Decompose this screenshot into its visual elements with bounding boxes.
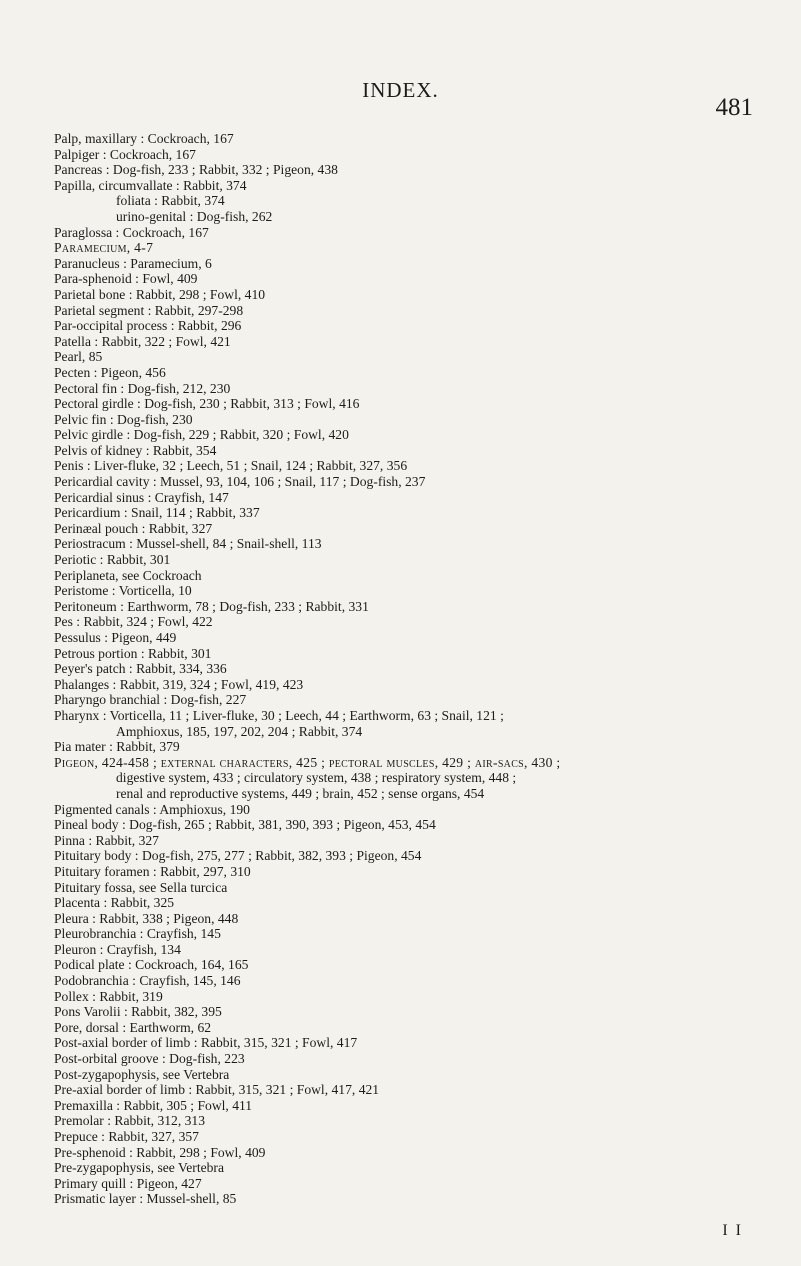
- index-entry: Parietal bone : Rabbit, 298 ; Fowl, 410: [54, 286, 266, 302]
- index-entry: Perinæal pouch : Rabbit, 327: [54, 520, 213, 536]
- index-entry: Pecten : Pigeon, 456: [54, 364, 166, 380]
- index-entry: Premolar : Rabbit, 312, 313: [54, 1113, 206, 1129]
- index-entry: Pineal body : Dog-fish, 265 ; Rabbit, 381, 390, 393 ; Pigeon, 453, 454: [54, 817, 436, 833]
- index-entry: Paraglossa : Cockroach, 167: [54, 224, 209, 240]
- index-entry: Placenta : Rabbit, 325: [54, 895, 175, 911]
- index-entry: Pearl, 85: [54, 349, 103, 365]
- index-entry: Pre-zygapophysis, see Vertebra: [54, 1160, 224, 1176]
- index-entry: Post-orbital groove : Dog-fish, 223: [54, 1051, 245, 1067]
- index-entry: Patella : Rabbit, 322 ; Fowl, 421: [54, 333, 231, 349]
- index-entry: Primary quill : Pigeon, 427: [54, 1175, 202, 1191]
- index-entry: Phalanges : Rabbit, 319, 324 ; Fowl, 419, 423: [54, 676, 304, 692]
- index-entry: Pleurobranchia : Crayfish, 145: [54, 926, 221, 942]
- index-entry: Post-axial border of limb : Rabbit, 315, 321 ; Fowl, 417: [54, 1035, 358, 1051]
- index-entry: Palpiger : Cockroach, 167: [54, 146, 196, 162]
- index-entry: Pelvis of kidney : Rabbit, 354: [54, 442, 217, 458]
- index-entry: Pectoral fin : Dog-fish, 212, 230: [54, 380, 231, 396]
- page-number: 481: [715, 94, 753, 121]
- index-entry: Prismatic layer : Mussel-shell, 85: [54, 1191, 237, 1207]
- index-entry: Pollex : Rabbit, 319: [54, 988, 163, 1004]
- index-entry: Pinna : Rabbit, 327: [54, 832, 159, 848]
- index-entry: Pessulus : Pigeon, 449: [54, 630, 177, 645]
- index-entry: Pelvic fin : Dog-fish, 230: [54, 411, 193, 427]
- index-entry: Pituitary body : Dog-fish, 275, 277 ; Rabbit, 382, 393 ; Pigeon, 454: [54, 848, 422, 864]
- index-entry: Pharyngo branchial : Dog-fish, 227: [54, 692, 247, 708]
- index-entry: Pituitary foramen : Rabbit, 297, 310: [54, 863, 251, 879]
- index-entry: Podobranchia : Crayfish, 145, 146: [54, 973, 241, 989]
- index-entry: Pia mater : Rabbit, 379: [54, 739, 180, 755]
- index-entry: Papilla, circumvallate : Rabbit, 374: [54, 177, 247, 193]
- index-entry: Pes : Rabbit, 324 ; Fowl, 422: [54, 614, 213, 630]
- running-head: INDEX.: [362, 78, 439, 102]
- index-entry: Pericardial sinus : Crayfish, 147: [54, 489, 229, 505]
- index-entry: Pigmented canals : Amphioxus, 190: [54, 801, 250, 817]
- index-entry: Prepuce : Rabbit, 327, 357: [54, 1129, 199, 1144]
- index-entry: Peristome : Vorticella, 10: [54, 583, 192, 599]
- index-entry: Pituitary fossa, see Sella turcica: [54, 879, 228, 895]
- index-entry: Pleuron : Crayfish, 134: [54, 941, 181, 957]
- page-header: [0, 78, 801, 121]
- index-subentry: digestive system, 433 ; circulatory system, 438 ; respiratory system, 448 ;: [116, 770, 517, 786]
- index-subentry: foliata : Rabbit, 374: [116, 193, 225, 209]
- index-column: [54, 131, 774, 1207]
- index-entry: Premaxilla : Rabbit, 305 ; Fowl, 411: [54, 1097, 253, 1113]
- index-entry: Periostracum : Mussel-shell, 84 ; Snail-shell, 113: [54, 536, 322, 552]
- index-entry: Paranucleus : Paramecium, 6: [54, 255, 212, 271]
- index-entry: Peritoneum : Earthworm, 78 ; Dog-fish, 233 ; Rabbit, 331: [54, 598, 369, 614]
- index-entry: Peyer's patch : Rabbit, 334, 336: [54, 661, 227, 677]
- index-entry: Pre-sphenoid : Rabbit, 298 ; Fowl, 409: [54, 1144, 266, 1160]
- index-entry-main: Pigeon, 424-458 ; external characters, 425 ; pectoral muscles, 429 ; air-sacs, 430 ;: [54, 754, 561, 770]
- index-entry: Podical plate : Cockroach, 164, 165: [54, 957, 249, 973]
- index-entry: Palp, maxillary : Cockroach, 167: [54, 131, 234, 146]
- index-entry: Pore, dorsal : Earthworm, 62: [54, 1019, 212, 1035]
- index-entry: Par-occipital process : Rabbit, 296: [54, 318, 242, 334]
- index-entry: Pons Varolii : Rabbit, 382, 395: [54, 1004, 222, 1020]
- index-entry: Pectoral girdle : Dog-fish, 230 ; Rabbit, 313 ; Fowl, 416: [54, 396, 360, 412]
- index-entry: Pelvic girdle : Dog-fish, 229 ; Rabbit, 320 ; Fowl, 420: [54, 427, 349, 443]
- index-entry: Periotic : Rabbit, 301: [54, 552, 171, 568]
- index-subentry: Amphioxus, 185, 197, 202, 204 ; Rabbit, 374: [116, 723, 363, 739]
- signature-mark: I I: [722, 1222, 743, 1239]
- index-entry: Pharynx : Vorticella, 11 ; Liver-fluke, 30 ; Leech, 44 ; Earthworm, 63 ; Snail, 121 ;: [54, 707, 504, 723]
- index-entry: Post-zygapophysis, see Vertebra: [54, 1066, 230, 1082]
- index-entry: Penis : Liver-fluke, 32 ; Leech, 51 ; Snail, 124 ; Rabbit, 327, 356: [54, 458, 408, 474]
- index-entry: Parietal segment : Rabbit, 297-298: [54, 302, 244, 318]
- index-entry: Pleura : Rabbit, 338 ; Pigeon, 448: [54, 910, 239, 926]
- index-entry: Para-sphenoid : Fowl, 409: [54, 271, 198, 287]
- index-entry: Pre-axial border of limb : Rabbit, 315, 321 ; Fowl, 417, 421: [54, 1082, 380, 1098]
- index-entry: Pancreas : Dog-fish, 233 ; Rabbit, 332 ; Pigeon, 438: [54, 162, 338, 178]
- index-entry: Pericardial cavity : Mussel, 93, 104, 106 ; Snail, 117 ; Dog-fish, 237: [54, 474, 426, 490]
- index-entry: Periplaneta, see Cockroach: [54, 567, 202, 583]
- index-subentry: urino-genital : Dog-fish, 262: [116, 208, 273, 224]
- index-subentry: renal and reproductive systems, 449 ; brain, 452 ; sense organs, 454: [116, 785, 485, 801]
- index-entry: Petrous portion : Rabbit, 301: [54, 645, 212, 661]
- index-entry-main: Paramecium, 4-7: [54, 240, 154, 256]
- index-entry: Pericardium : Snail, 114 ; Rabbit, 337: [54, 505, 260, 521]
